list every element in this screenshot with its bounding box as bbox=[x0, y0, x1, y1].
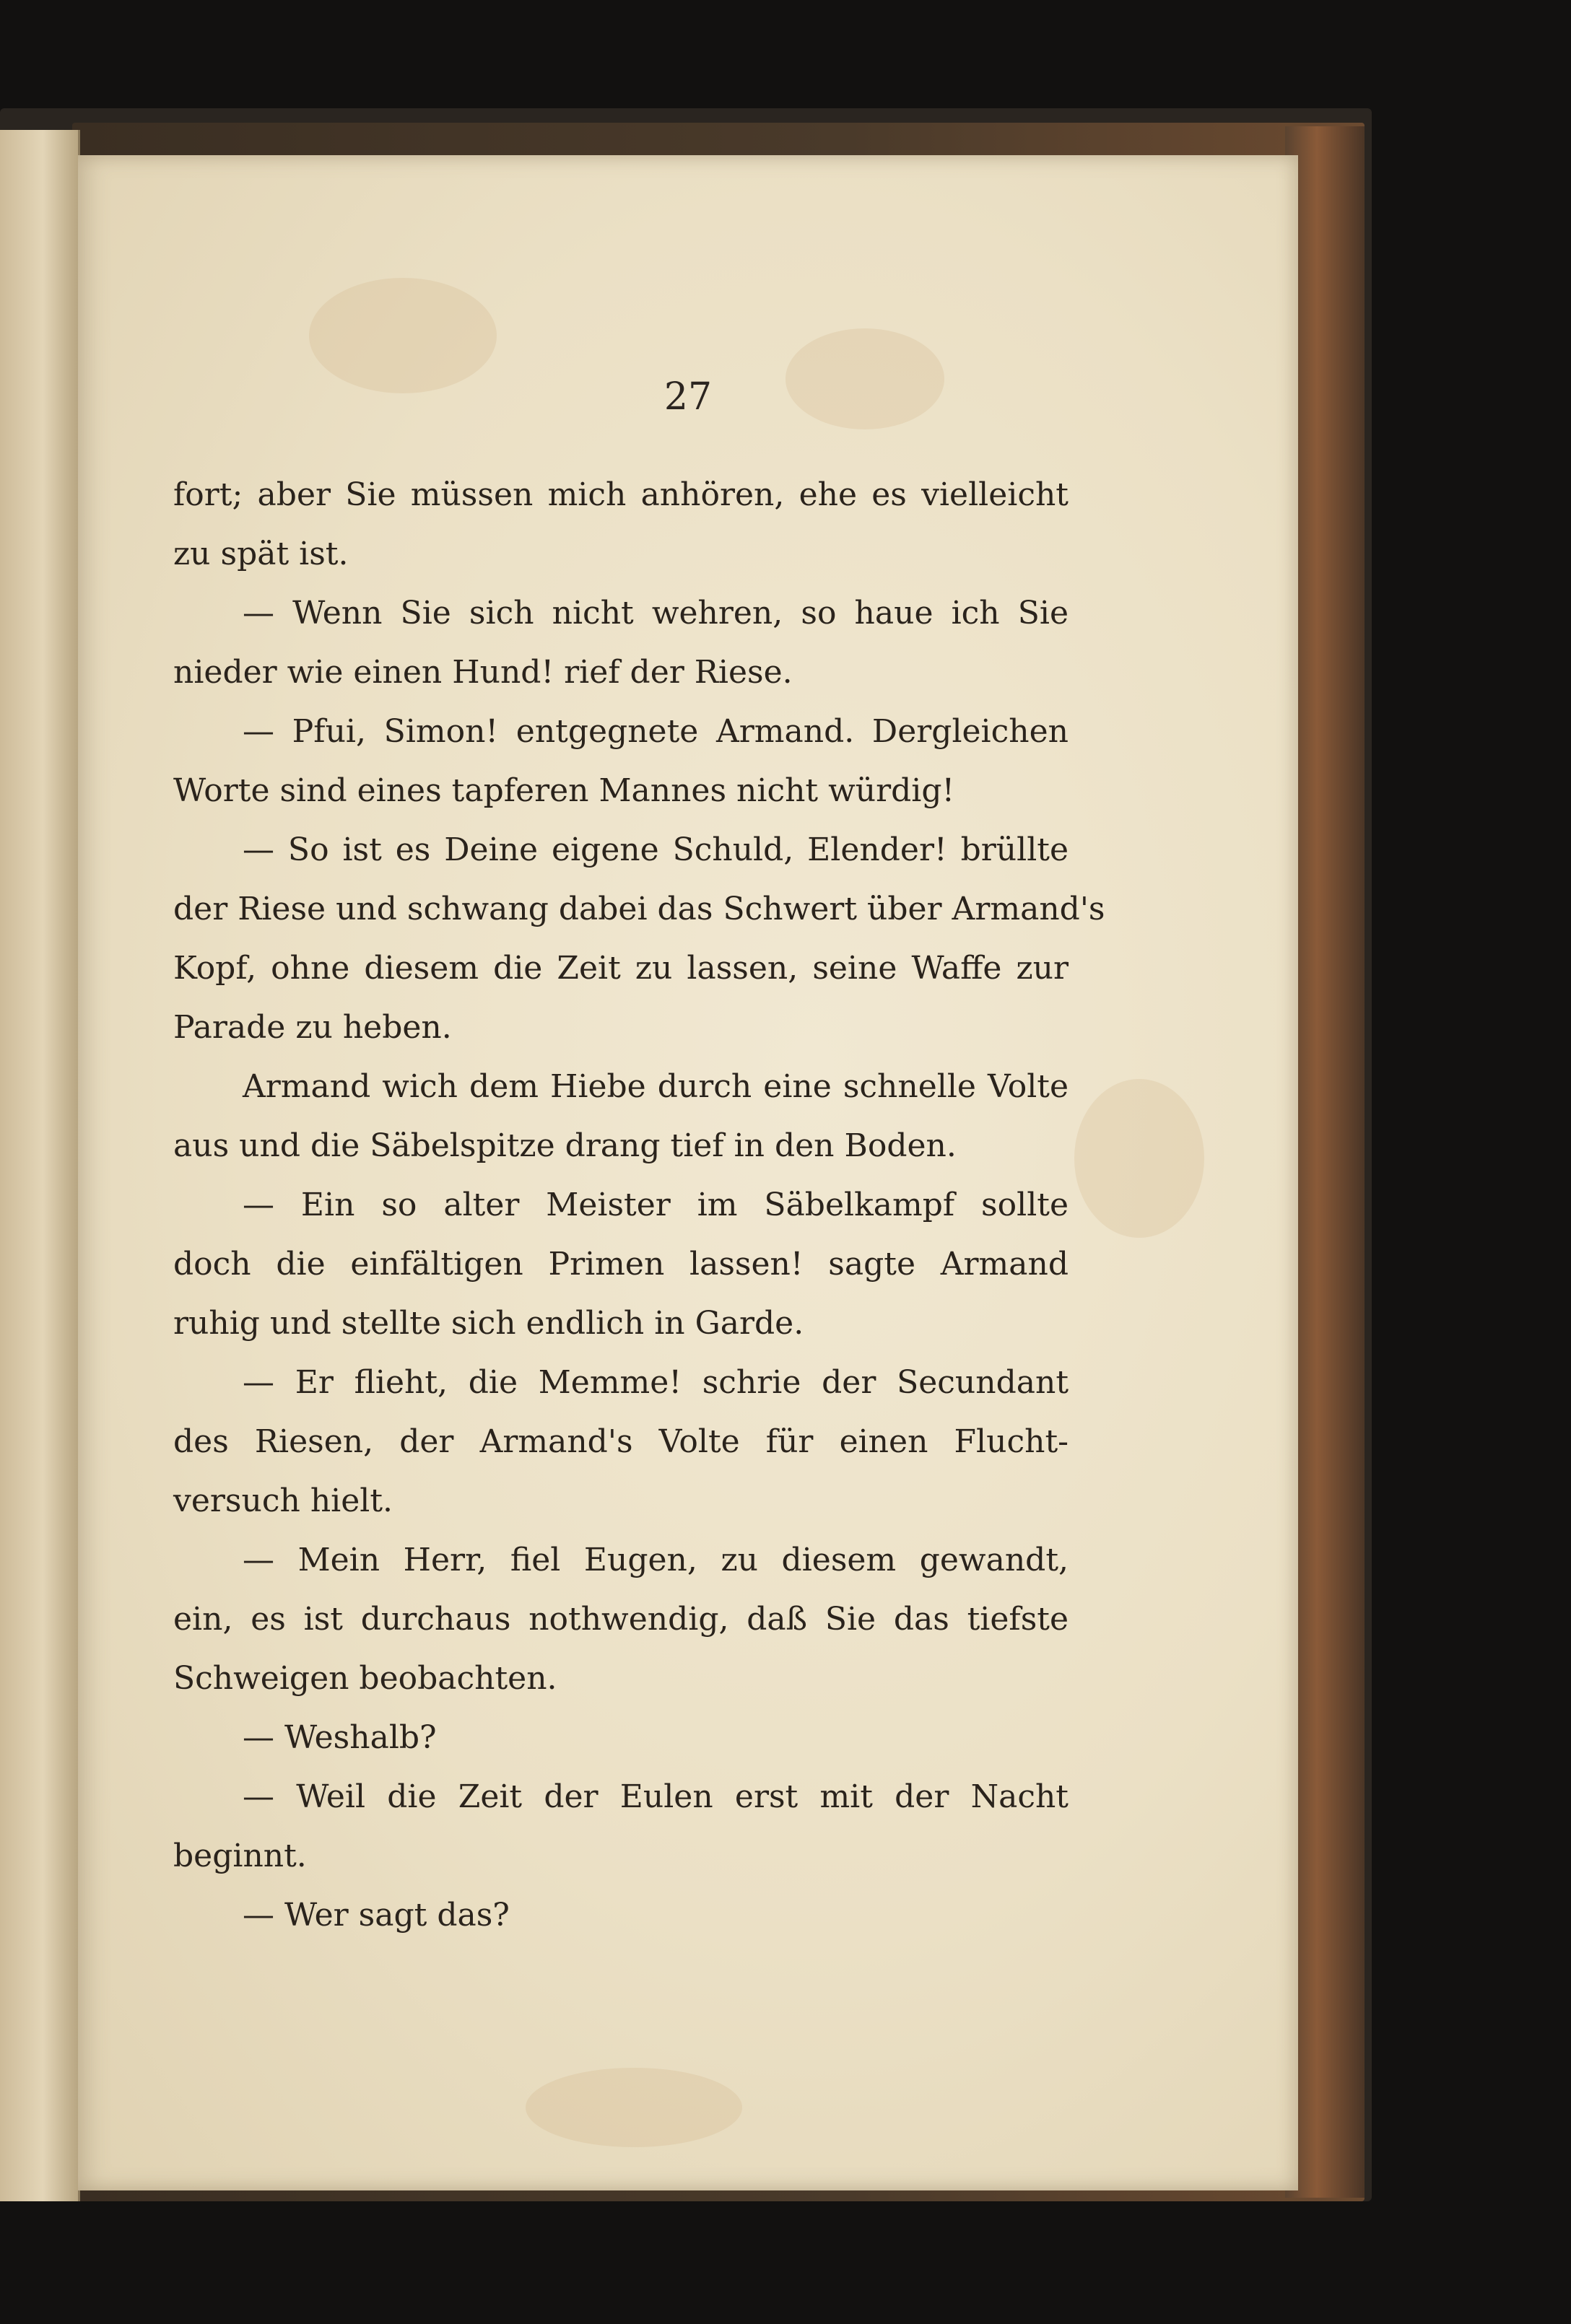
text-line: — Pfui, Simon! entgegnete Armand. Dergleichen bbox=[243, 713, 1069, 750]
text-line: fort; aber Sie müssen mich anhören, ehe es vielleicht bbox=[173, 476, 1069, 513]
text-line: Schweigen beobachten. bbox=[173, 1660, 557, 1697]
paper-stain bbox=[526, 2068, 742, 2147]
text-line: — So ist es Deine eigene Schuld, Elender! brüllte bbox=[243, 831, 1069, 868]
text-line: des Riesen, der Armand's Volte für einen Flucht- bbox=[173, 1423, 1069, 1460]
text-line: Worte sind eines tapferen Mannes nicht würdig! bbox=[173, 772, 955, 809]
text-line: Armand wich dem Hiebe durch eine schnelle Volte bbox=[243, 1068, 1069, 1105]
text-line: aus und die Säbelspitze drang tief in den Boden. bbox=[173, 1127, 957, 1164]
paper-stain bbox=[1074, 1079, 1204, 1238]
text-line: beginnt. bbox=[173, 1838, 307, 1874]
text-line: — Wenn Sie sich nicht wehren, so haue ich Sie bbox=[243, 595, 1069, 632]
text-line: — Wer sagt das? bbox=[243, 1897, 510, 1934]
text-line: zu spät ist. bbox=[173, 536, 349, 572]
text-line: ein, es ist durchaus nothwendig, daß Sie das tiefste bbox=[173, 1601, 1069, 1638]
text-line: Kopf, ohne diesem die Zeit zu lassen, seine Waffe zur bbox=[173, 950, 1069, 987]
text-line: — Weshalb? bbox=[243, 1719, 437, 1756]
page-number: 27 bbox=[663, 375, 713, 419]
text-line: ruhig und stellte sich endlich in Garde. bbox=[173, 1305, 804, 1342]
text-line: der Riese und schwang dabei das Schwert über Armand's bbox=[173, 891, 1105, 927]
text-line: — Er flieht, die Memme! schrie der Secundant bbox=[243, 1364, 1069, 1401]
body-text bbox=[173, 466, 1105, 1945]
text-line: versuch hielt. bbox=[173, 1482, 393, 1519]
text-line: nieder wie einen Hund! rief der Riese. bbox=[173, 654, 793, 691]
text-line: — Ein so alter Meister im Säbelkampf sollte bbox=[243, 1187, 1069, 1223]
text-line: doch die einfältigen Primen lassen! sagte Armand bbox=[173, 1246, 1069, 1283]
text-line: Parade zu heben. bbox=[173, 1009, 452, 1046]
text-line: — Mein Herr, fiel Eugen, zu diesem gewandt, bbox=[243, 1542, 1069, 1578]
left-page-edge bbox=[0, 130, 80, 2201]
text-line: — Weil die Zeit der Eulen erst mit der Nacht bbox=[243, 1778, 1069, 1815]
book-page bbox=[78, 155, 1298, 2190]
